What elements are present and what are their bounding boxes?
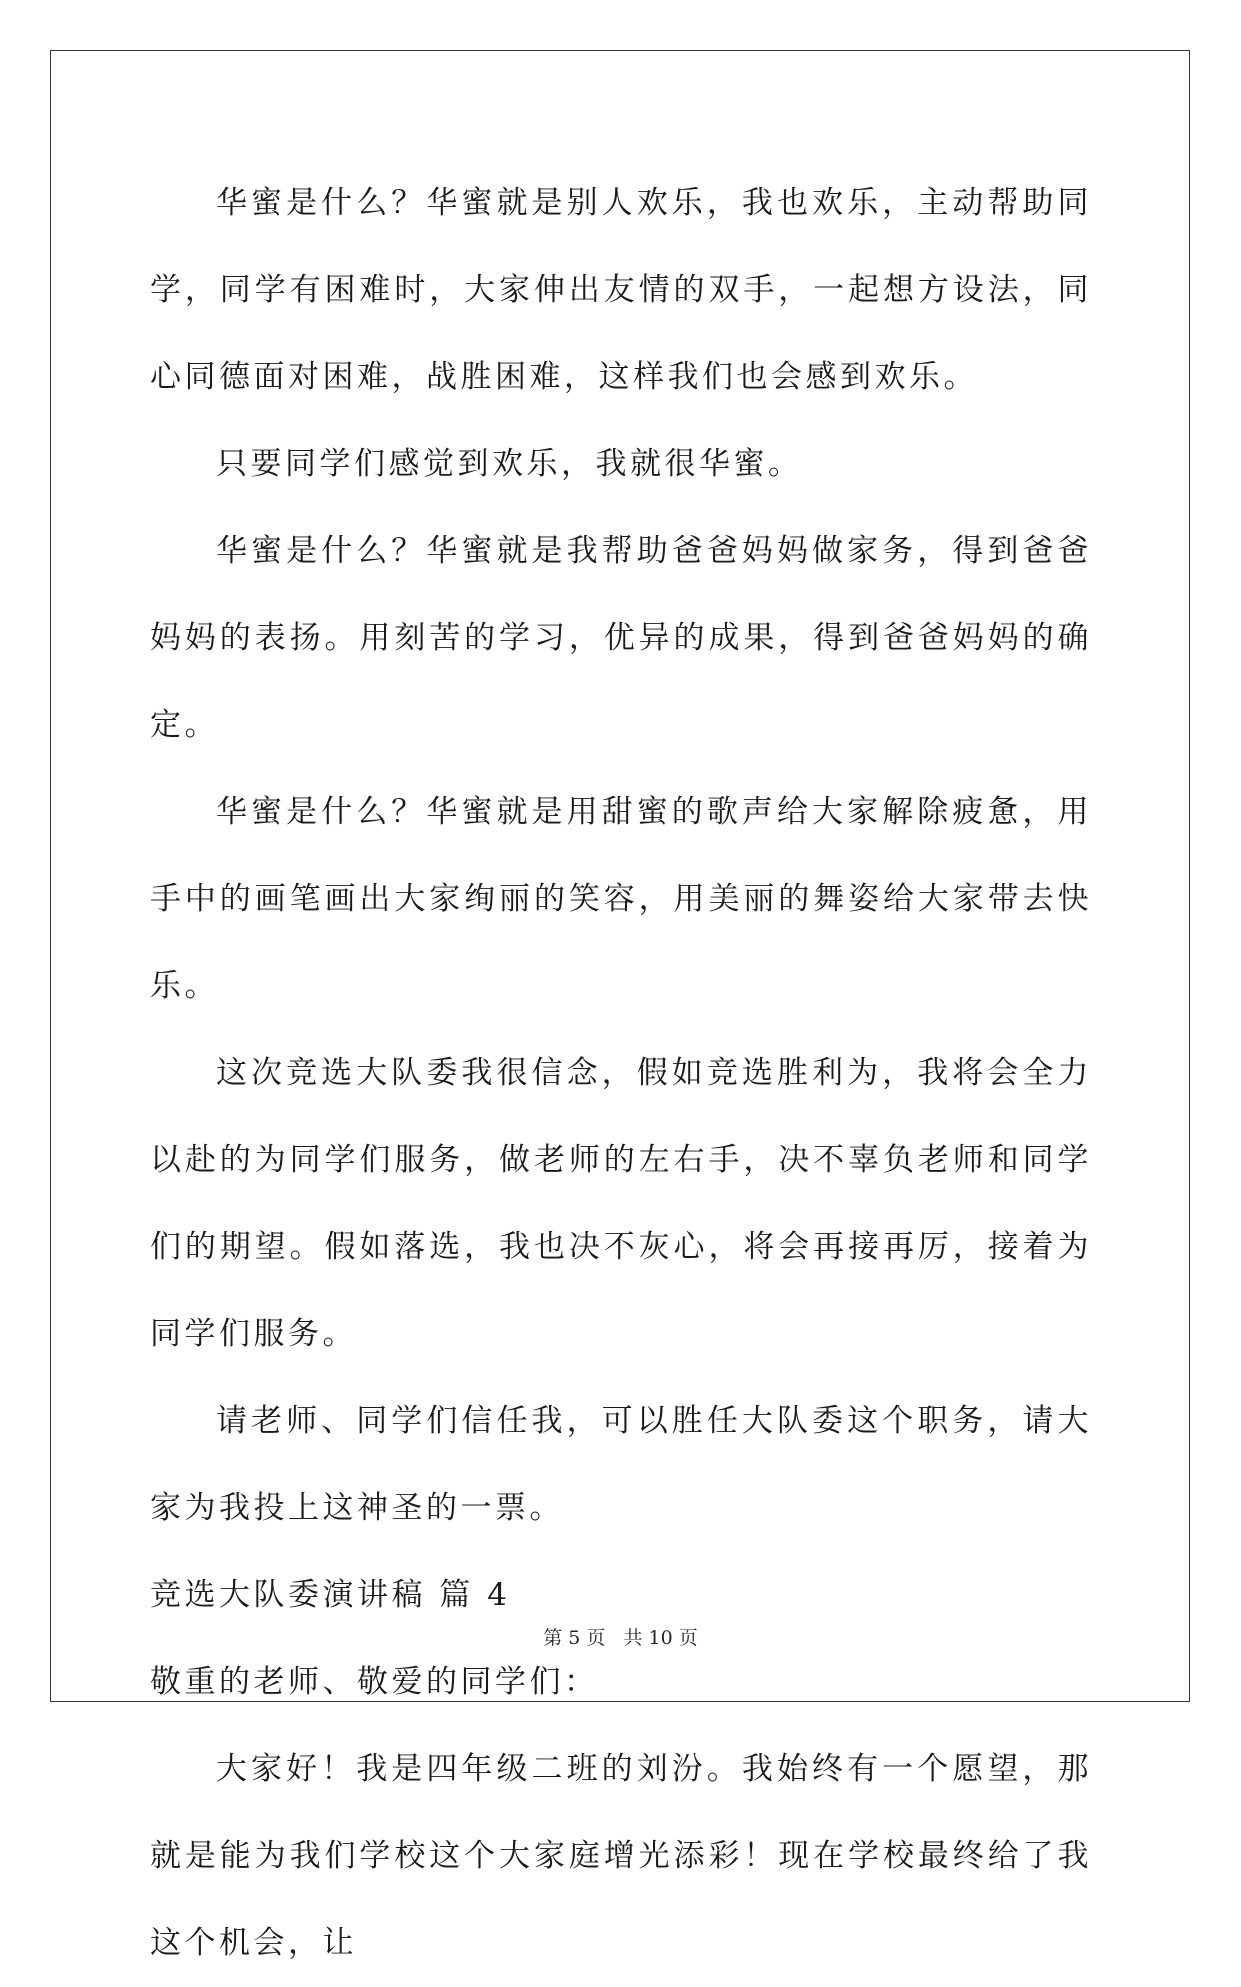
page-total: 共 10 页 bbox=[623, 1627, 698, 1649]
page-footer bbox=[0, 1623, 1241, 1650]
paragraph-happiness-helping-classmates: 华蜜是什么？华蜜就是别人欢乐，我也欢乐，主动帮助同学，同学有困难时，大家伸出友情的双手，一起想方设法，同心同德面对困难，战胜困难，这样我们也会感到欢乐。 bbox=[150, 185, 1092, 395]
page-number: 第 5 页 bbox=[543, 1627, 606, 1649]
paragraph-vote-request: 请老师、同学们信任我，可以胜任大队委这个职务，请大家为我投上这神圣的一票。 bbox=[150, 1403, 1092, 1526]
section-heading: 竞选大队委演讲稿 篇 4 bbox=[150, 1577, 511, 1613]
paragraph-election-pledge: 这次竞选大队委我很信念，假如竞选胜利为，我将会全力以赴的为同学们服务，做老师的左右手，决不辜负老师和同学们的期望。假如落选，我也决不灰心，将会再接再厉，接着为同学们服务。 bbox=[150, 1055, 1092, 1352]
salutation: 敬重的老师、敬爱的同学们： bbox=[150, 1664, 599, 1700]
paragraph-happiness-singing: 华蜜是什么？华蜜就是用甜蜜的歌声给大家解除疲惫，用手中的画笔画出大家绚丽的笑容，用美丽的舞姿给大家带去快乐。 bbox=[150, 794, 1092, 1004]
paragraph-happiness-housework: 华蜜是什么？华蜜就是我帮助爸爸妈妈做家务，得到爸爸妈妈的表扬。用刻苦的学习，优异的成果，得到爸爸妈妈的确定。 bbox=[150, 533, 1092, 743]
paragraph-classmates-happy: 只要同学们感觉到欢乐，我就很华蜜。 bbox=[216, 446, 803, 482]
paragraph-self-introduction: 大家好！我是四年级二班的刘汾。我始终有一个愿望，那就是能为我们学校这个大家庭增光添彩！现在学校最终给了我这个机会，让 bbox=[150, 1751, 1092, 1961]
document-body bbox=[150, 160, 1092, 1987]
